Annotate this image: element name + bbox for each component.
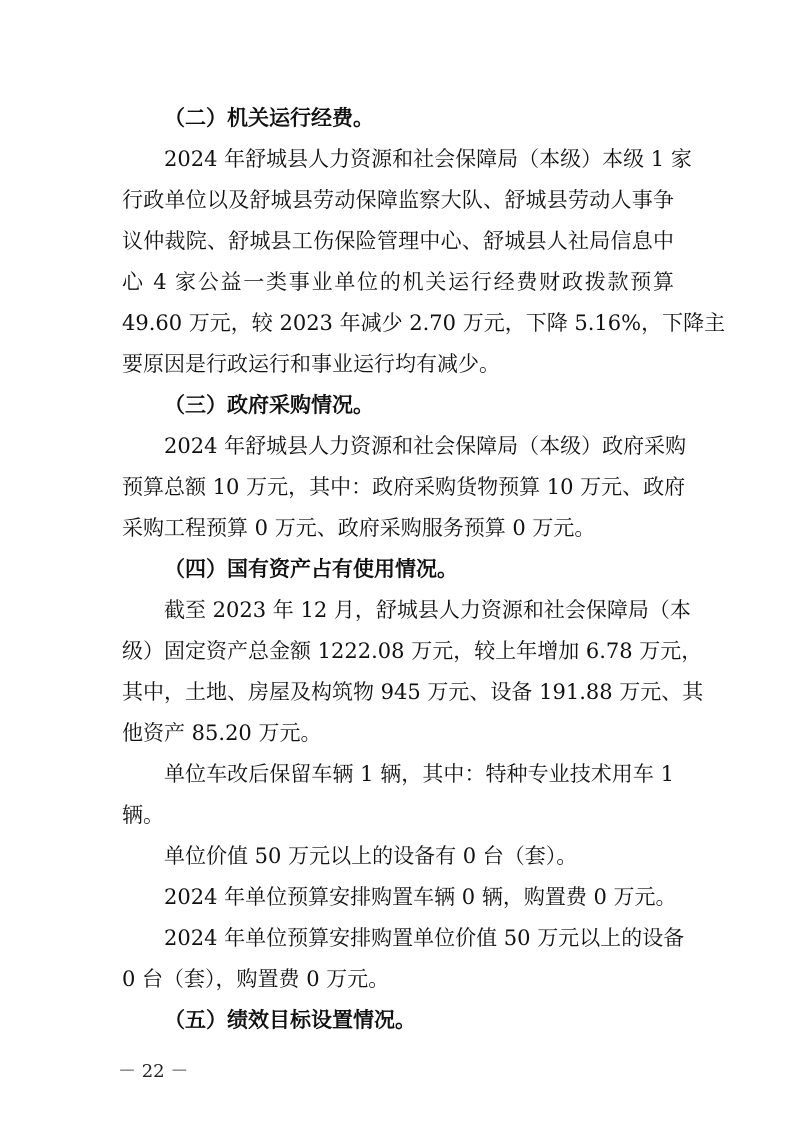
paragraph-line: 预算总额 10 万元，其中：政府采购货物预算 10 万元、政府 [122, 475, 686, 499]
paragraph-line: 心 4 家公益一类事业单位的机关运行经费财政拨款预算 [122, 270, 674, 294]
page-number: － 22 － [118, 1061, 189, 1082]
paragraph-line: 单位价值 50 万元以上的设备有 0 台（套）。 [164, 844, 578, 868]
section-heading-state-assets: （四）国有资产占有使用情况。 [164, 557, 458, 581]
paragraph-line: 议仲裁院、舒城县工伤保险管理中心、舒城县人社局信息中 [122, 229, 674, 253]
paragraph-line: 0 台（套），购置费 0 万元。 [122, 967, 390, 991]
paragraph-line: 49.60 万元，较 2023 年减少 2.70 万元，下降 5.16%，下降主 [122, 311, 726, 335]
paragraph-line: 辆。 [122, 803, 164, 827]
section-heading-government-procurement: （三）政府采购情况。 [164, 393, 374, 417]
paragraph-line: 其中，土地、房屋及构筑物 945 万元、设备 191.88 万元、其 [122, 680, 704, 704]
paragraph-line: 行政单位以及舒城县劳动保障监察大队、舒城县劳动人事争 [122, 188, 674, 212]
paragraph-line: 采购工程预算 0 万元、政府采购服务预算 0 万元。 [122, 516, 596, 540]
paragraph-line: 单位车改后保留车辆 1 辆，其中：特种专业技术用车 1 [164, 762, 674, 786]
paragraph-line: 2024 年单位预算安排购置单位价值 50 万元以上的设备 [164, 926, 685, 950]
section-heading-operating-expenses: （二）机关运行经费。 [164, 106, 374, 130]
paragraph-line: 2024 年舒城县人力资源和社会保障局（本级）本级 1 家 [164, 147, 692, 171]
paragraph-line: 级）固定资产总金额 1222.08 万元，较上年增加 6.78 万元， [122, 639, 703, 663]
section-heading-performance-targets: （五）绩效目标设置情况。 [164, 1008, 416, 1032]
paragraph-line: 他资产 85.20 万元。 [122, 721, 322, 745]
paragraph-line: 2024 年单位预算安排购置车辆 0 辆，购置费 0 万元。 [164, 885, 677, 909]
paragraph-line: 截至 2023 年 12 月，舒城县人力资源和社会保障局（本 [164, 598, 691, 622]
paragraph-line: 要原因是行政运行和事业运行均有减少。 [122, 352, 500, 376]
paragraph-line: 2024 年舒城县人力资源和社会保障局（本级）政府采购 [164, 434, 687, 458]
